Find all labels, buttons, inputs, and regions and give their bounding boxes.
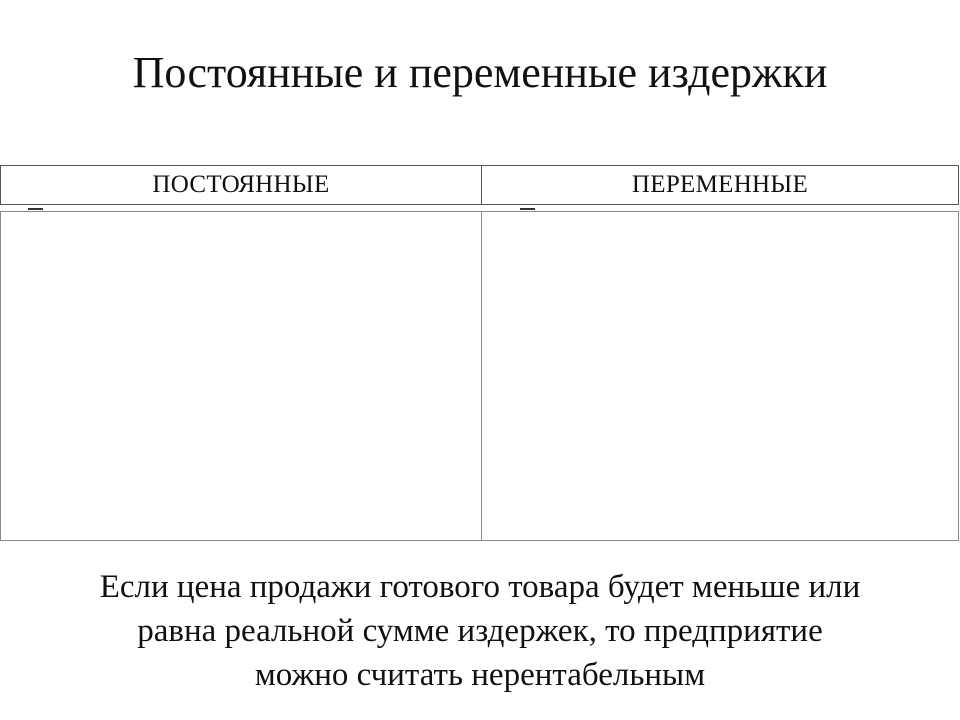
conclusion-line: можно считать нерентабельным [254,657,706,693]
header-variable-costs: ПЕРЕМЕННЫЕ [631,171,809,198]
cell-fixed-costs [1,212,481,540]
conclusion-line: Если цена продажи готового товара будет меньше или [99,569,861,605]
costs-table [0,165,960,541]
slide-title: Постоянные и переменные издержки [132,48,828,97]
conclusion-text [0,565,960,697]
conclusion-line: равна реальной сумме издержек, то предприятие [137,613,823,649]
cell-marker-right [520,208,535,210]
cell-variable-costs [482,212,958,540]
table-header-row [0,165,959,205]
table-body-row [0,211,959,541]
header-fixed-costs: ПОСТОЯННЫЕ [152,171,330,198]
cell-marker-left [28,208,43,210]
